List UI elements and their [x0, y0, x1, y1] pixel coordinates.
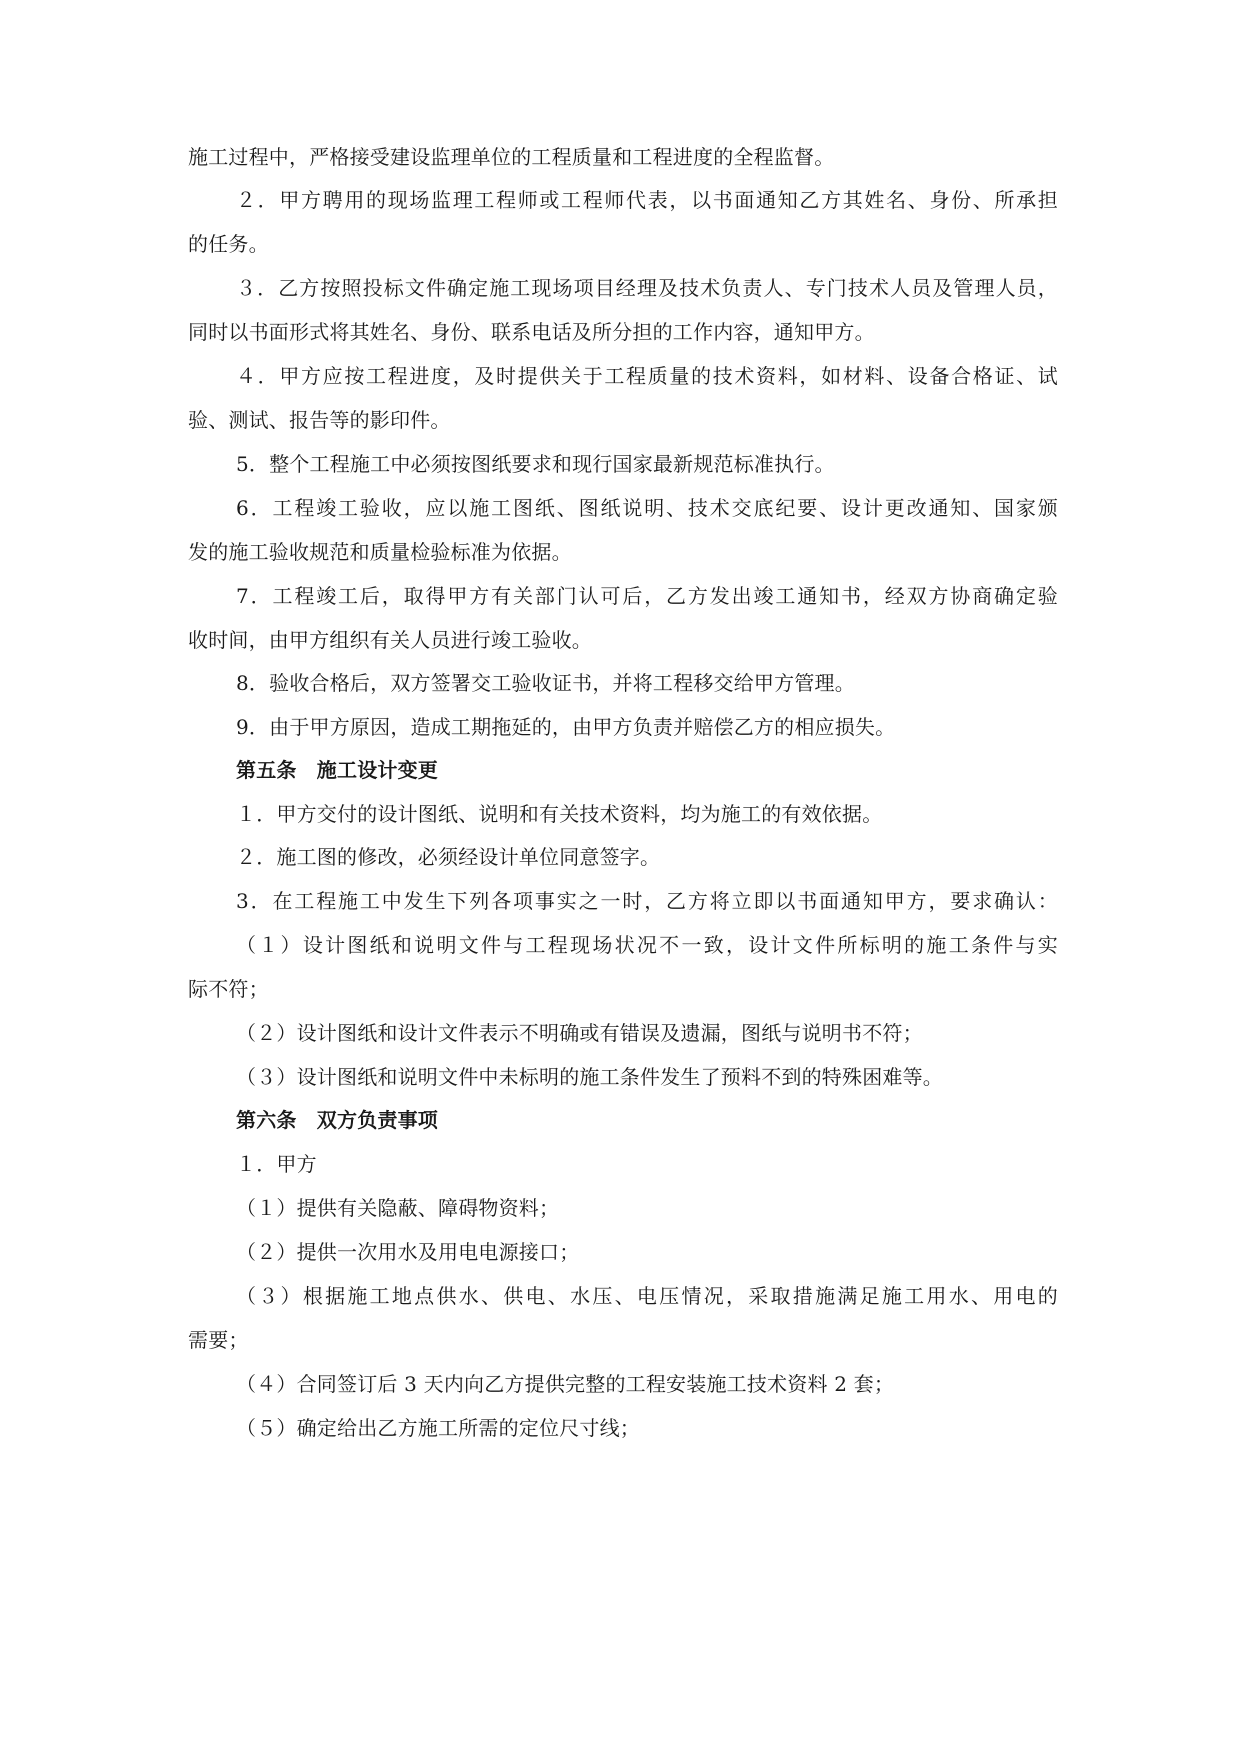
text-line: 需要； [188, 1328, 249, 1352]
text-line: 7．工程竣工后，取得甲方有关部门认可后，乙方发出竣工通知书，经双方协商确定验 [236, 584, 1058, 608]
text-line: ２．施工图的修改，必须经设计单位同意签字。 [236, 845, 661, 869]
text-line: （１）提供有关隐蔽、障碍物资料； [236, 1196, 560, 1220]
section-heading: 第五条 施工设计变更 [236, 758, 438, 782]
text-line: 施工过程中，严格接受建设监理单位的工程质量和工程进度的全程监督。 [188, 145, 835, 169]
text-line: 3．在工程施工中发生下列各项事实之一时，乙方将立即以书面通知甲方，要求确认： [236, 889, 1058, 913]
text-line: 5．整个工程施工中必须按图纸要求和现行国家最新规范标准执行。 [236, 452, 835, 476]
text-line: 验、测试、报告等的影印件。 [188, 408, 451, 432]
text-line: （２）设计图纸和设计文件表示不明确或有错误及遗漏，图纸与说明书不符； [236, 1021, 923, 1045]
text-line: （４）合同签订后 3 天内向乙方提供完整的工程安装施工技术资料 2 套； [236, 1372, 895, 1396]
text-line: ３．乙方按照投标文件确定施工现场项目经理及技术负责人、专门技术人员及管理人员， [236, 276, 1058, 300]
text-line: 际不符； [188, 977, 269, 1001]
text-line: （３）根据施工地点供水、供电、水压、电压情况，采取措施满足施工用水、用电的 [236, 1284, 1058, 1308]
text-line: 9．由于甲方原因，造成工期拖延的，由甲方负责并赔偿乙方的相应损失。 [236, 715, 896, 739]
text-line: １．甲方 [236, 1152, 317, 1176]
text-line: 发的施工验收规范和质量检验标准为依据。 [188, 540, 572, 564]
text-line: （５）确定给出乙方施工所需的定位尺寸线； [236, 1416, 640, 1440]
text-line: 的任务。 [188, 232, 269, 256]
text-line: （２）提供一次用水及用电电源接口； [236, 1240, 580, 1264]
text-line: １．甲方交付的设计图纸、说明和有关技术资料，均为施工的有效依据。 [236, 802, 883, 826]
text-line: ２．甲方聘用的现场监理工程师或工程师代表，以书面通知乙方其姓名、身份、所承担 [236, 188, 1058, 212]
text-line: 8．验收合格后，双方签署交工验收证书，并将工程移交给甲方管理。 [236, 671, 855, 695]
text-line: （１）设计图纸和说明文件与工程现场状况不一致，设计文件所标明的施工条件与实 [236, 933, 1058, 957]
text-line: 同时以书面形式将其姓名、身份、联系电话及所分担的工作内容，通知甲方。 [188, 320, 875, 344]
text-line: 收时间，由甲方组织有关人员进行竣工验收。 [188, 628, 592, 652]
text-line: 6．工程竣工验收，应以施工图纸、图纸说明、技术交底纪要、设计更改通知、国家颁 [236, 496, 1058, 520]
text-line: ４．甲方应按工程进度，及时提供关于工程质量的技术资料，如材料、设备合格证、试 [236, 364, 1058, 388]
text-line: （３）设计图纸和说明文件中未标明的施工条件发生了预料不到的特殊困难等。 [236, 1065, 943, 1089]
section-heading: 第六条 双方负责事项 [236, 1108, 438, 1132]
